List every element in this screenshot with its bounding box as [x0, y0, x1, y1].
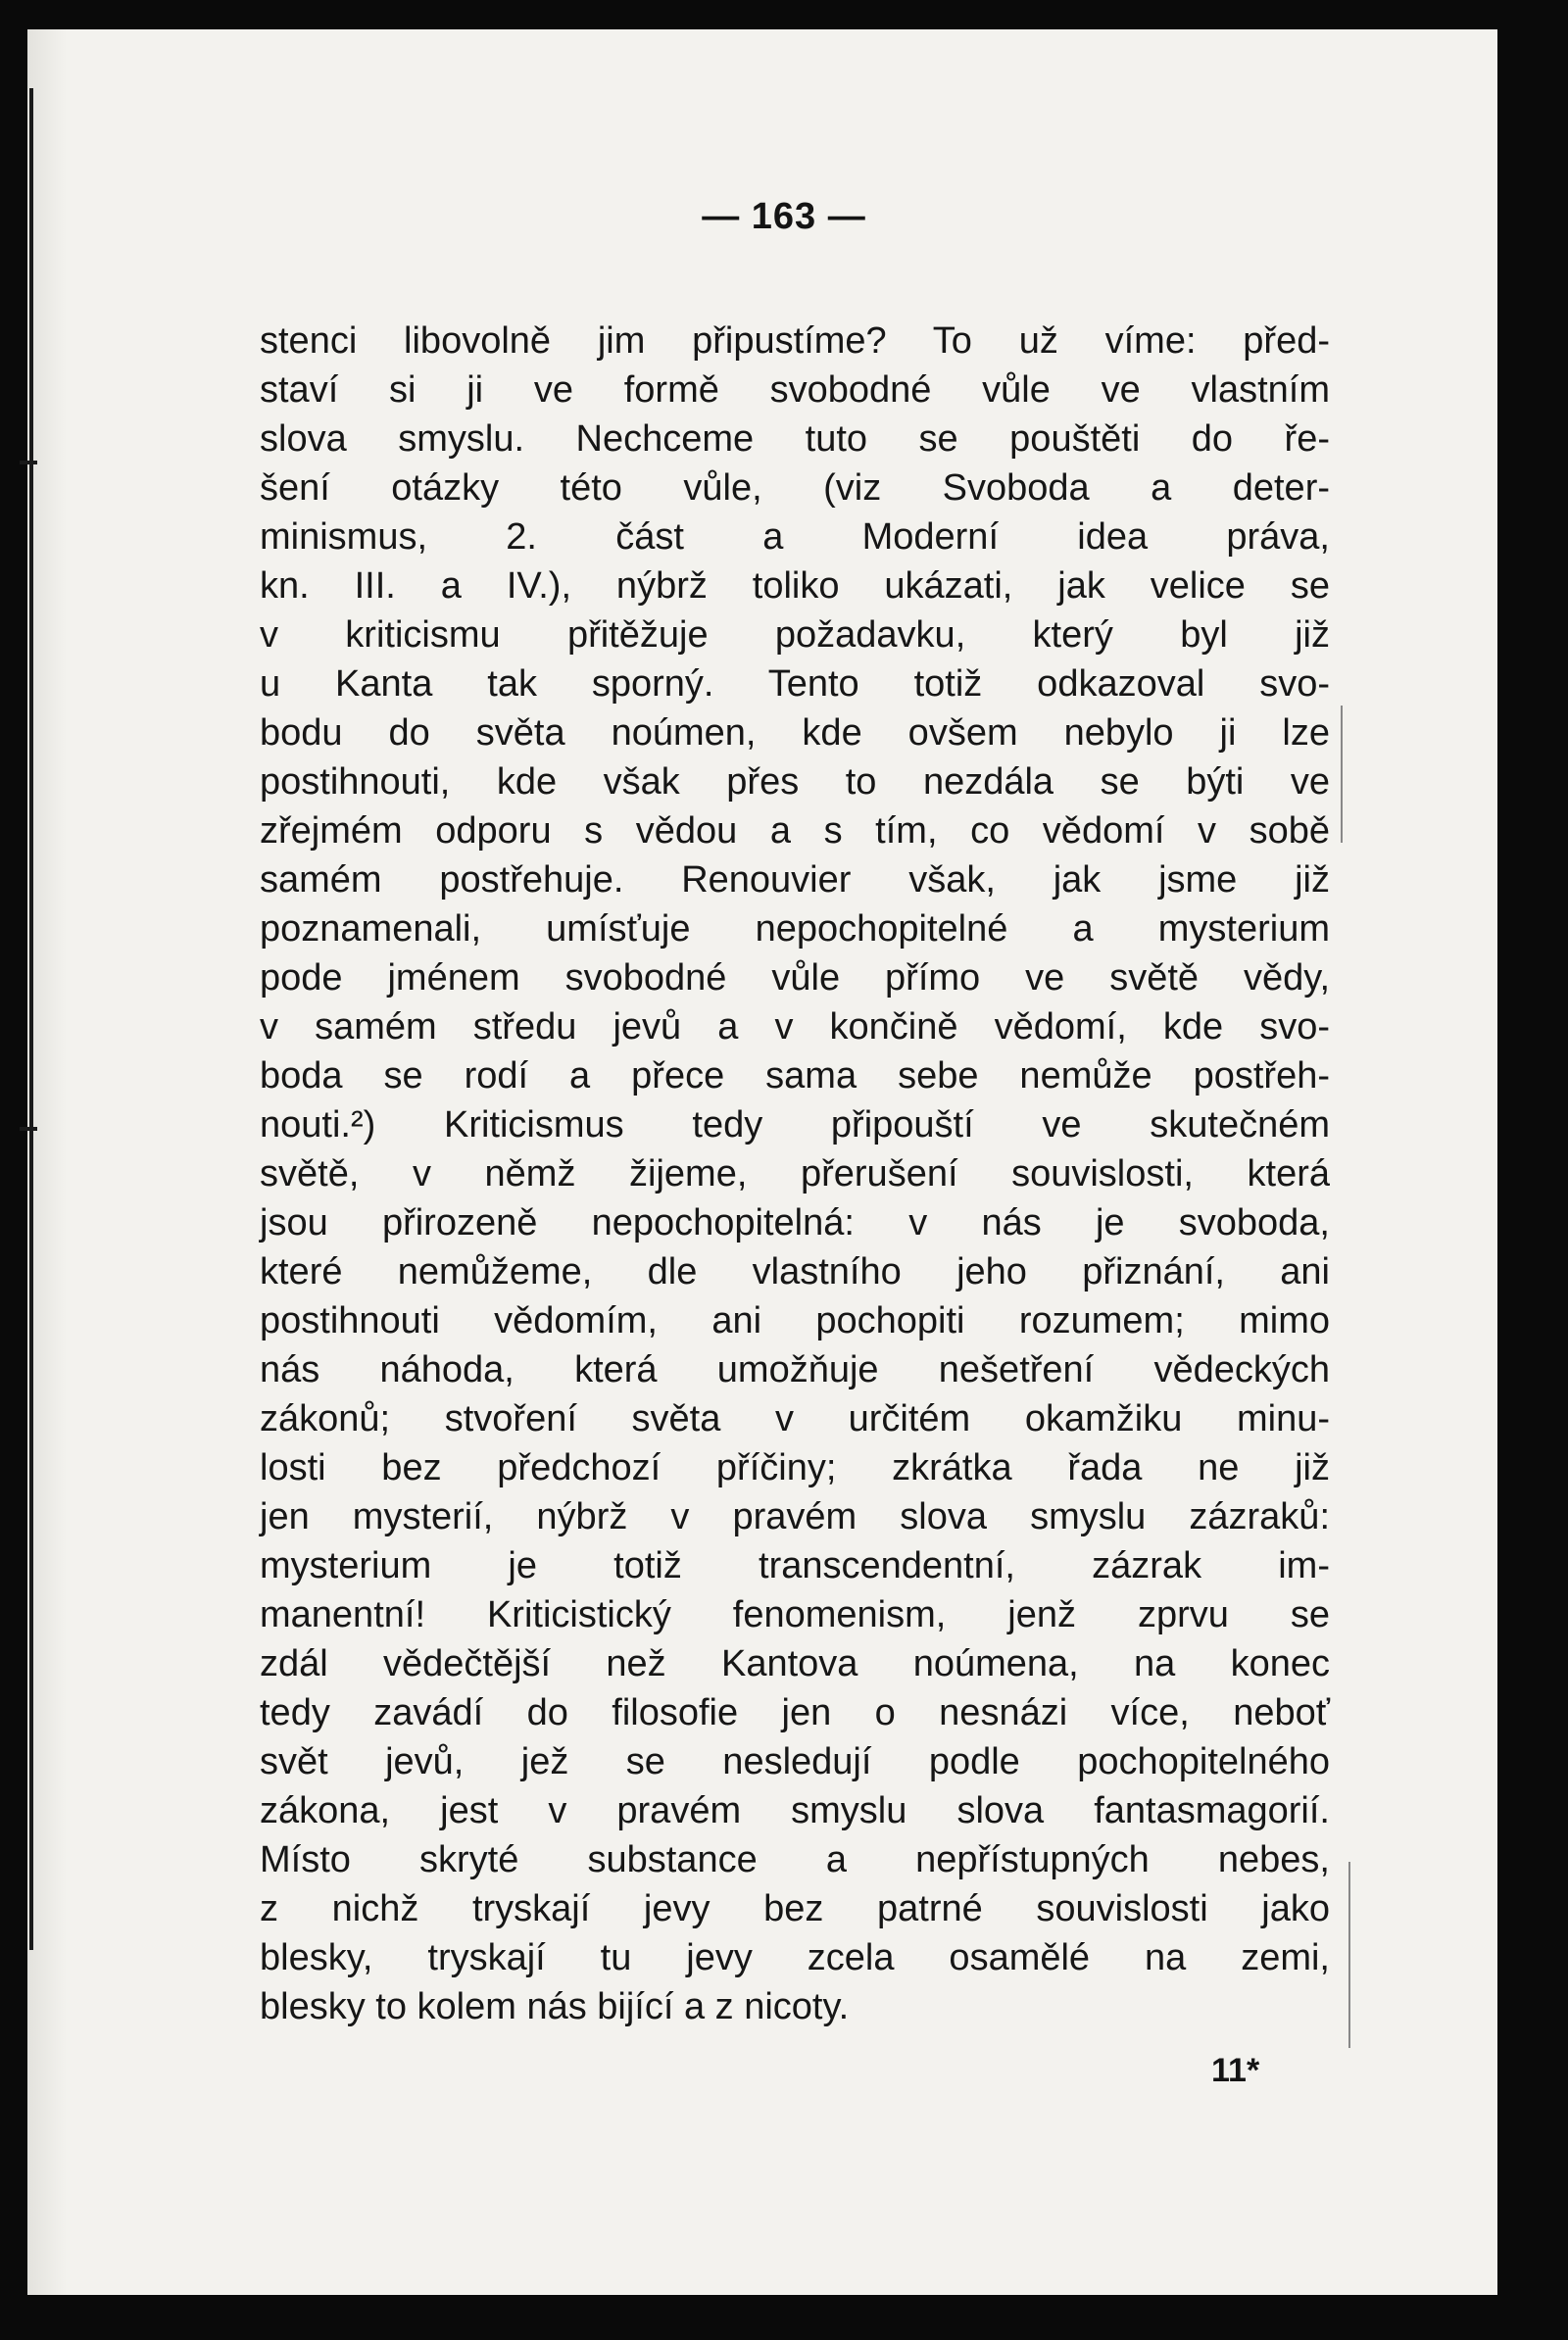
text-line: Místo skryté substance a nepřístupných nebes,: [260, 1839, 1330, 1880]
text-line: blesky, tryskají tu jevy zcela osamělé na zemi,: [260, 1937, 1330, 1978]
text-line: v samém středu jevů a v končině vědomí, kde svo-: [260, 1006, 1330, 1048]
text-line: jen mysterií, nýbrž v pravém slova smyslu zázraků:: [260, 1496, 1330, 1537]
text-line: minismus, 2. část a Moderní idea práva,: [260, 516, 1330, 558]
text-line: bodu do světa noúmen, kde ovšem nebylo ji lze: [260, 712, 1330, 754]
text-line: mysterium je totiž transcendentní, zázrak im-: [260, 1545, 1330, 1586]
page-number: — 163 —: [702, 196, 866, 237]
text-line: tedy zavádí do filosofie jen o nesnázi více, neboť: [260, 1692, 1330, 1733]
body-text: [260, 317, 1330, 2031]
text-line: poznamenali, umísťuje nepochopitelné a mysterium: [260, 908, 1330, 950]
text-line: zřejmém odporu s vědou a s tím, co vědomí v sobě: [260, 810, 1330, 852]
text-line: stenci libovolně jim připustíme? To už víme: před-: [260, 320, 1330, 362]
binding-mark: [29, 88, 33, 1950]
text-line: slova smyslu. Nechceme tuto se pouštěti do ře-: [260, 418, 1330, 460]
binding-mark: [20, 461, 37, 464]
text-line: šení otázky této vůle, (viz Svoboda a deter-: [260, 467, 1330, 509]
text-line: blesky to kolem nás bijící a z nicoty.: [260, 1986, 850, 2027]
text-line: manentní! Kriticistický fenomenism, jenž zprvu se: [260, 1594, 1330, 1635]
text-line: u Kanta tak sporný. Tento totiž odkazoval svo-: [260, 663, 1330, 705]
text-line: samém postřehuje. Renouvier však, jak jsme již: [260, 859, 1330, 901]
text-line: nouti.²) Kriticismus tedy připouští ve skutečném: [260, 1104, 1330, 1146]
text-line: svět jevů, jež se nesledují podle pochopitelného: [260, 1741, 1330, 1782]
binding-mark: [1348, 1862, 1350, 2048]
text-line: kn. III. a IV.), nýbrž toliko ukázati, jak velice se: [260, 565, 1330, 607]
text-line: zákona, jest v pravém smyslu slova fantasmagorií.: [260, 1790, 1330, 1831]
text-line: boda se rodí a přece sama sebe nemůže postřeh-: [260, 1055, 1330, 1097]
text-line: z nichž tryskají jevy bez patrné souvislosti jako: [260, 1888, 1330, 1929]
text-line: nás náhoda, která umožňuje nešetření vědeckých: [260, 1349, 1330, 1390]
text-line: postihnouti vědomím, ani pochopiti rozumem; mimo: [260, 1300, 1330, 1341]
text-line: losti bez předchozí příčiny; zkrátka řada ne již: [260, 1447, 1330, 1488]
text-line: postihnouti, kde však přes to nezdála se býti ve: [260, 761, 1330, 803]
text-line: světě, v němž žijeme, přerušení souvislosti, která: [260, 1153, 1330, 1194]
text-line: které nemůžeme, dle vlastního jeho přiznání, ani: [260, 1251, 1330, 1292]
signature-mark: 11*: [1211, 2052, 1260, 2089]
binding-mark: [20, 1127, 37, 1131]
text-line: zdál vědečtější než Kantova noúmena, na konec: [260, 1643, 1330, 1684]
text-line: pode jménem svobodné vůle přímo ve světě vědy,: [260, 957, 1330, 999]
text-line: zákonů; stvoření světa v určitém okamžiku minu-: [260, 1398, 1330, 1439]
text-line: staví si ji ve formě svobodné vůle ve vlastním: [260, 369, 1330, 411]
page-edge-shadow: [27, 29, 67, 2295]
text-line: v kriticismu přitěžuje požadavku, který byl již: [260, 614, 1330, 656]
text-line: jsou přirozeně nepochopitelná: v nás je svoboda,: [260, 1202, 1330, 1243]
binding-mark: [1341, 706, 1343, 843]
